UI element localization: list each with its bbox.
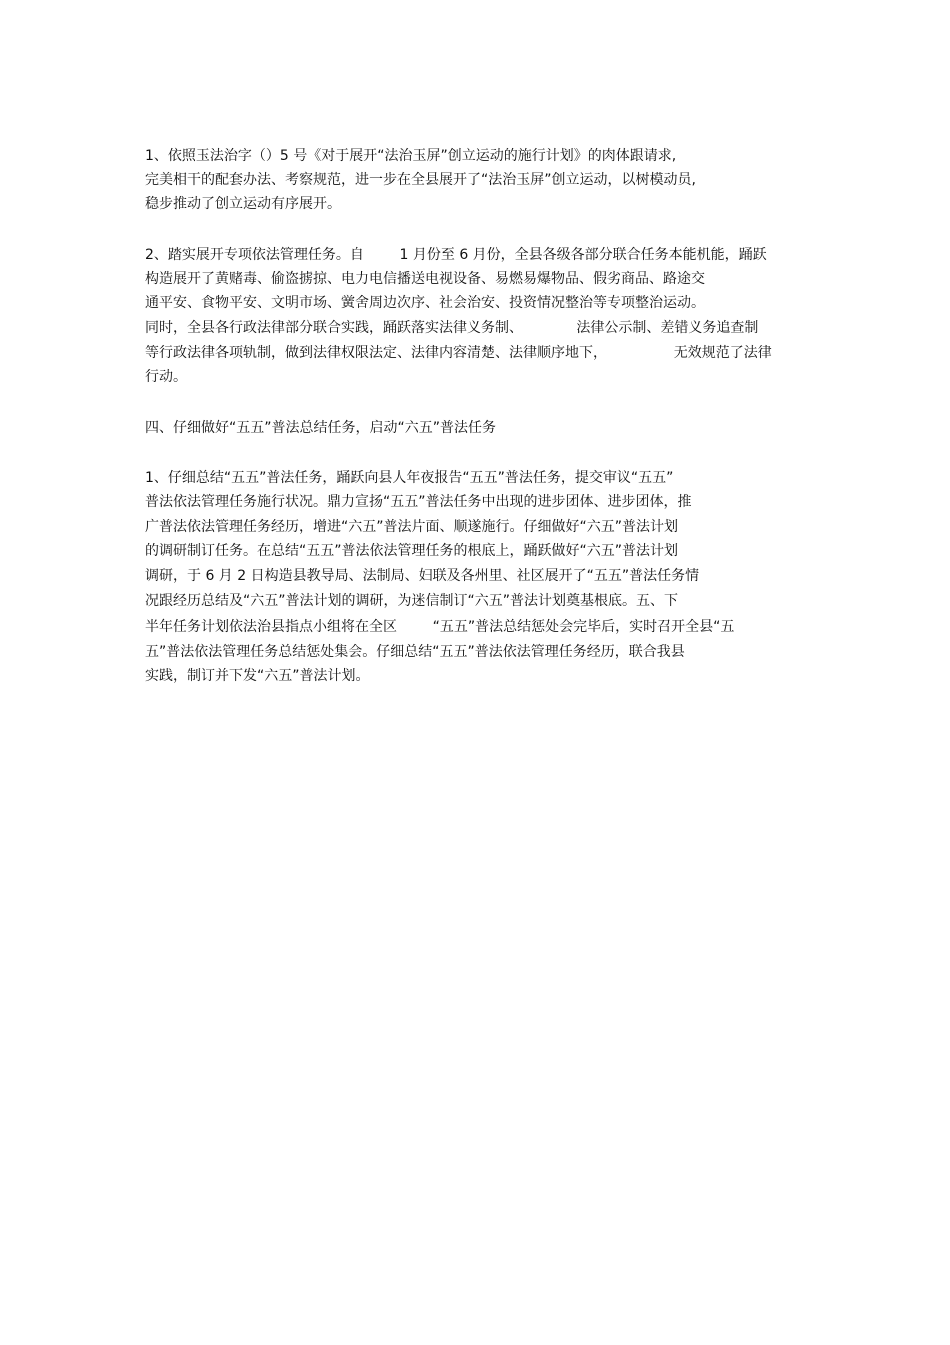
text-line: 实践，制订并下发“六五”普法计划。 <box>145 668 370 684</box>
text-line: 稳步推动了创立运动有序展开。 <box>145 196 341 212</box>
text-line: 半年任务计划依法治县指点小组将在全区 “五五”普法总结惩处会完毕后，实时召开全县“五 <box>145 619 735 635</box>
text-line: 行动。 <box>145 369 187 385</box>
text-line: 等行政法律各项轨制，做到法律权限法定、法律内容清楚、法律顺序地下， 无效规范了法律 <box>145 345 772 361</box>
text-line: 普法依法管理任务施行状况。鼎力宣扬“五五”普法任务中出现的进步团体、进步团体，推 <box>145 494 692 510</box>
text-line: 的调研制订任务。在总结“五五”普法依法管理任务的根底上，踊跃做好“六五”普法计划 <box>145 543 679 559</box>
text-line: 同时，全县各行政法律部分联合实践，踊跃落实法律义务制、 法律公示制、差错义务追查制 <box>145 320 759 336</box>
section-heading: 四、仔细做好“五五”普法总结任务，启动“六五”普法任务 <box>145 420 497 436</box>
text-line: 1、仔细总结“五五”普法任务，踊跃向县人年夜报告“五五”普法任务，提交审议“五五” <box>145 470 674 486</box>
text-line: 五”普法依法管理任务总结惩处集会。仔细总结“五五”普法依法管理任务经历，联合我县 <box>145 644 685 660</box>
text-line: 调研，于 6 月 2 日构造县教导局、法制局、妇联及各州里、社区展开了“五五”普法任务情 <box>145 568 700 584</box>
text-line: 况跟经历总结及“六五”普法计划的调研，为迷信制订“六五”普法计划奠基根底。五、下 <box>145 593 679 609</box>
text-line: 完美相干的配套办法、考察规范，进一步在全县展开了“法治玉屏”创立运动，以树模动员, <box>145 172 696 188</box>
text-line: 通平安、食物平安、文明市场、黉舍周边次序、社会治安、投资情况整治等专项整治运动。 <box>145 295 705 311</box>
text-line: 广普法依法管理任务经历，增进“六五”普法片面、顺遂施行。仔细做好“六五”普法计划 <box>145 519 679 535</box>
text-line: 1、依照玉法治字（）5 号《对于展开“法治玉屏”创立运动的施行计划》的肉体跟请求, <box>145 148 677 164</box>
text-line: 构造展开了黄赌毒、偷盗掳掠、电力电信播送电视设备、易燃易爆物品、假劣商品、路途交 <box>145 271 705 287</box>
text-line: 2、踏实展开专项依法管理任务。自 1 月份至 6 月份，全县各级各部分联合任务本能机能，踊跃 <box>145 247 767 263</box>
